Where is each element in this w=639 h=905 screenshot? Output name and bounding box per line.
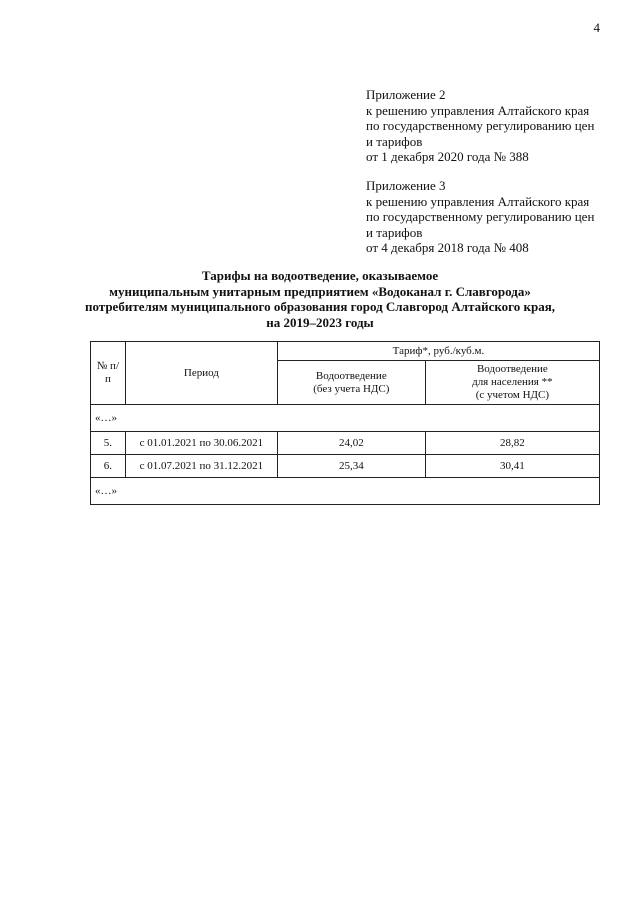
ellipsis-cell: «…» [91,478,600,505]
title-line: на 2019–2023 годы [266,314,374,330]
appendix-line: и тарифов [366,224,423,240]
row-period: с 01.01.2021 по 30.06.2021 [125,432,277,455]
header-line: для населения ** [472,376,553,388]
row-tariff-population: 30,41 [425,455,599,478]
page-number: 4 [593,20,600,35]
header-line: Водоотведение [315,369,387,382]
appendix-line: Приложение 2 [366,87,446,102]
appendix-line: по государственному регулированию цен [366,118,595,133]
title-line: муниципальным унитарным предприятием «Водоканал г. Славгорода» [109,283,531,299]
table-row [91,455,600,478]
header-line: Водоотведение [476,363,548,375]
row-period: с 01.07.2021 по 31.12.2021 [125,455,277,478]
title-line: Тарифы на водоотведение, оказываемое [201,268,439,283]
row-tariff-no-vat: 24,02 [277,432,425,455]
row-num: 5. [91,432,126,455]
tariff-table [90,341,600,505]
table-row-ellipsis [91,405,600,432]
document-title [60,268,580,330]
ellipsis-cell: «…» [91,405,600,432]
appendix-line: и тарифов [366,133,423,149]
table-header-row [91,342,600,361]
title-line: потребителям муниципального образования город Славгород Алтайского края, [84,299,556,314]
table-row [91,432,600,455]
row-tariff-no-vat: 25,34 [277,455,425,478]
appendix-line: от 4 декабря 2018 года № 408 [366,240,529,255]
header-period: Период [125,342,277,405]
header-line: (с учетом НДС) [475,389,550,401]
table-row-ellipsis [91,478,600,505]
header-line: (без учета НДС) [313,382,390,395]
appendix-line: к решению управления Алтайского края [366,102,590,118]
appendix-line: к решению управления Алтайского края [366,193,590,209]
appendix-line: от 1 декабря 2020 года № 388 [366,149,529,164]
appendix-line: по государственному регулированию цен [366,209,595,224]
appendix-line: Приложение 3 [366,178,446,193]
header-tariff-no-vat [277,361,425,405]
appendix-2-note [366,87,616,165]
header-num: № п/п [91,342,126,405]
row-tariff-population: 28,82 [425,432,599,455]
header-tariff-group: Тариф*, руб./куб.м. [277,342,599,361]
appendix-3-note [366,178,616,256]
row-num: 6. [91,455,126,478]
header-tariff-population [425,361,599,405]
